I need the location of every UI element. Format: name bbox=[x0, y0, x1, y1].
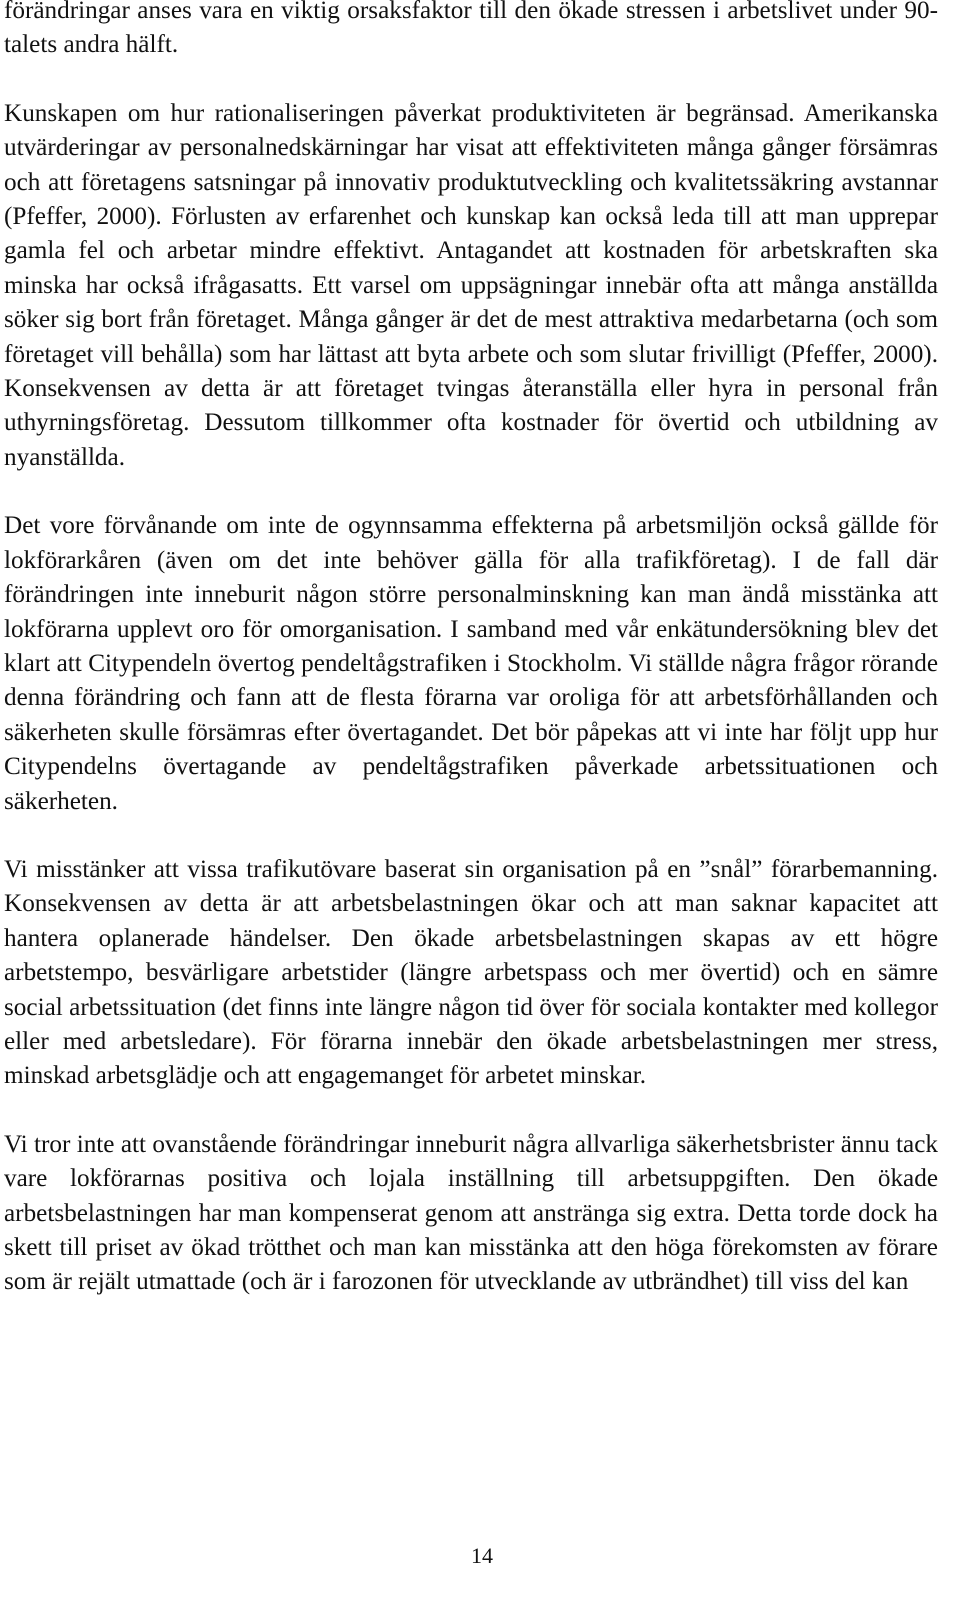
paragraph-1: förändringar anses vara en viktig orsaksfaktor till den ökade stressen i arbetslivet under 90-talets andra hälft. bbox=[4, 0, 938, 59]
paragraph-5: Vi tror inte att ovanstående förändringar inneburit några allvarliga säkerhetsbrister ännu tack vare lokförarnas positiva och lojala inställning till arbetsuppgiften. Den ökade arbetsbelastningen har man kompenserat genom att anstränga sig extra. Detta torde dock ha skett till priset av ökad trötthet och man kan misstänka att den höga förekomsten av förare som är rejält utmattade (och är i farozonen för utvecklande av utbrändhet) till viss del kan bbox=[4, 1130, 938, 1296]
paragraph-4: Vi misstänker att vissa trafikutövare baserat sin organisation på en ”snål” förarbemanning. Konsekvensen av detta är att arbetsbelastningen ökar och att man saknar kapacitet att hantera oplanerade händelser. Den ökade arbetsbelastningen skapas av ett högre arbetstempo, besvärligare arbetstider (längre arbetspass och mer övertid) och en sämre social arbetssituation (det finns inte längre någon tid över för sociala kontakter med kollegor eller med arbetsledare). För förarna innebär den ökade arbetsbelastningen mer stress, minskad arbetsglädje och att engagemanget för arbetet minskar. bbox=[4, 855, 938, 1090]
paragraph-3: Det vore förvånande om inte de ogynnsamma effekterna på arbetsmiljön också gällde för lokförarkåren (även om det inte behöver gälla för alla trafikföretag). I de fall där förändringen inte inneburit någon större personalminskning kan man ändå misstänka att lokförarna upplevt oro för omorganisation. I samband med vår enkätundersökning blev det klart att Citypendeln övertog pendeltågstrafiken i Stockholm. Vi ställde några frågor rörande denna förändring och fann att de flesta förarna var oroliga för att arbetsförhållanden och säkerheten skulle försämras efter övertagandet. Det bör påpekas att vi inte har följt upp hur Citypendelns övertagande av pendeltågstrafiken påverkade arbetssituationen och säkerheten. bbox=[4, 512, 938, 815]
page-number: 14 bbox=[471, 1543, 493, 1568]
body-text bbox=[4, 0, 938, 1334]
paragraph-2: Kunskapen om hur rationaliseringen påverkat produktiviteten är begränsad. Amerikanska utvärderingar av personalnedskärningar har visat att effektiviteten många gånger försämras och att företagens satsningar på innovativ produktutveckling och kvalitetssäkring avstannar (Pfeffer, 2000). Förlusten av erfarenhet och kunskap kan också leda till att man upprepar gamla fel och arbetar mindre effektivt. Antagandet att kostnaden för arbetskraften ska minska har också ifrågasatts. Ett varsel om uppsägningar innebär ofta att många anställda söker sig bort från företaget. Många gånger är det de mest attraktiva medarbetarna (och som företaget vill behålla) som har lättast att byta arbete och som slutar frivilligt (Pfeffer, 2000). Konsekvensen av detta är att företaget tvingas återanställa eller hyra in personal från uthyrningsföretag. Dessutom tillkommer ofta kostnader för övertid och utbildning av nyanställda. bbox=[4, 99, 938, 471]
